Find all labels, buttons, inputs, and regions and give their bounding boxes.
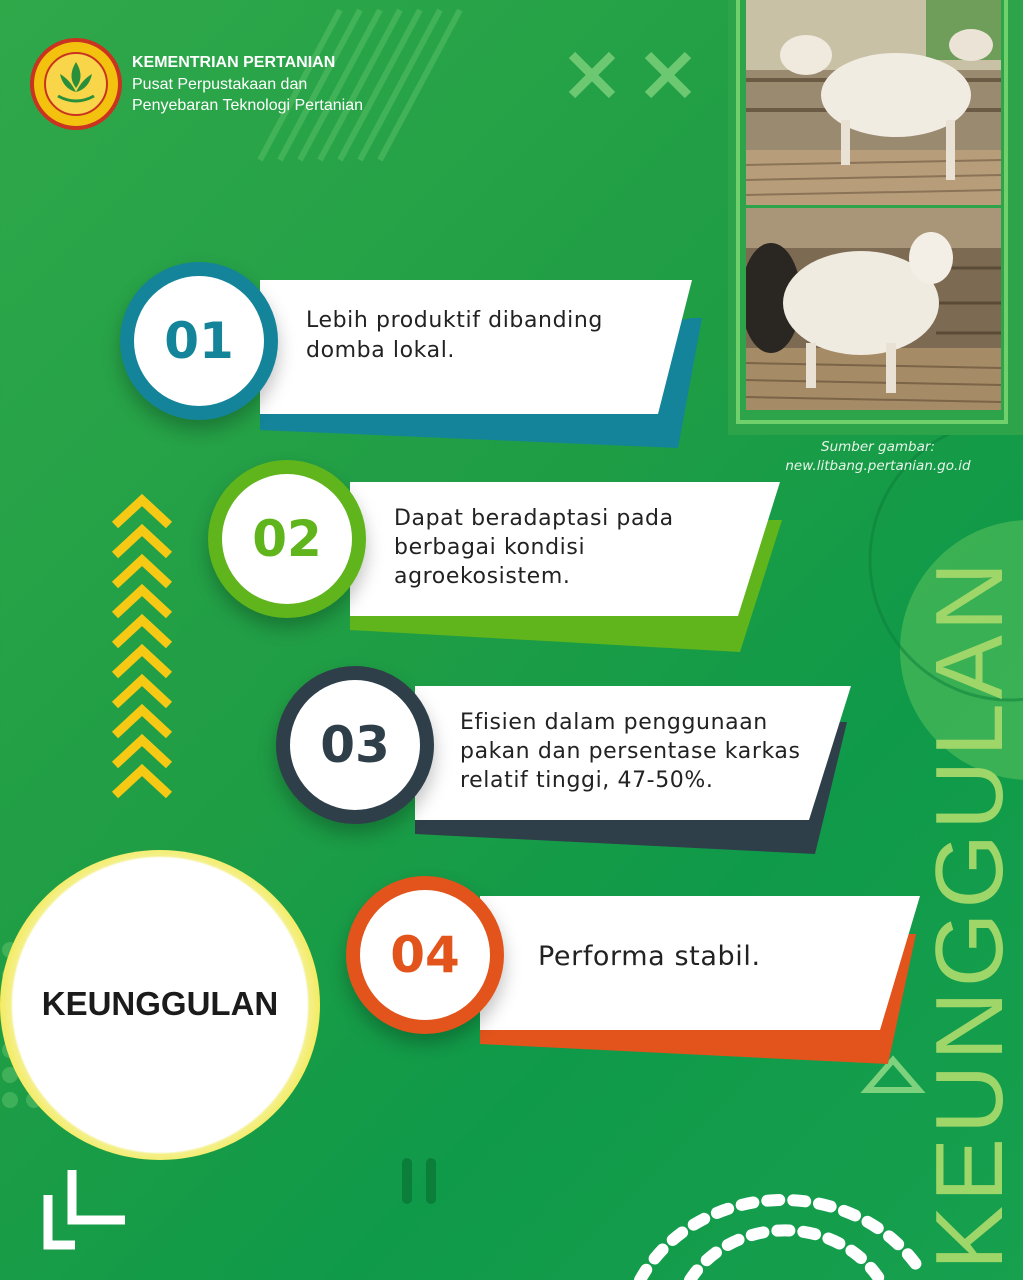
image-source-url: new.litbang.pertanian.go.id (785, 458, 971, 474)
image-source-label: Sumber gambar: (821, 439, 935, 455)
card-04-text (538, 942, 761, 972)
card-04-body (460, 896, 930, 1071)
number-badge-04: 04 (346, 876, 504, 1034)
card-03-line3: relatif tinggi, 47-50%. (460, 768, 714, 793)
card-02-line3: agroekosistem. (394, 564, 571, 589)
card-04-line1: Performa stabil. (538, 941, 761, 972)
card-02-text (394, 504, 674, 591)
card-02-line1: Dapat beradaptasi pada (394, 506, 674, 531)
number-badge-02: 02 (208, 460, 366, 618)
number-badge-01: 01 (120, 262, 278, 420)
number-badge-03: 03 (276, 666, 434, 824)
card-01-line2: domba lokal. (306, 338, 456, 363)
card-01-line1: Lebih produktif dibanding (306, 308, 603, 333)
side-title-vertical: KEUNGGULAN (916, 557, 1023, 1270)
unit-name-line2: Penyebaran Teknologi Pertanian (132, 97, 363, 114)
ministry-logo (30, 38, 122, 130)
sheep-photo-bottom (746, 208, 1001, 410)
keunggulan-badge-label: KEUNGGULAN (41, 985, 279, 1022)
org-name: KEMENTRIAN PERTANIAN (132, 54, 336, 71)
card-02-line2: berbagai kondisi (394, 535, 586, 560)
sheep-photo-top (746, 0, 1001, 205)
card-03-line1: Efisien dalam penggunaan (460, 710, 768, 735)
card-03-text (460, 708, 801, 795)
card-03-line2: pakan dan persentase karkas (460, 739, 801, 764)
card-01-text (306, 306, 603, 366)
unit-name-line1: Pusat Perpustakaan dan (132, 76, 308, 93)
